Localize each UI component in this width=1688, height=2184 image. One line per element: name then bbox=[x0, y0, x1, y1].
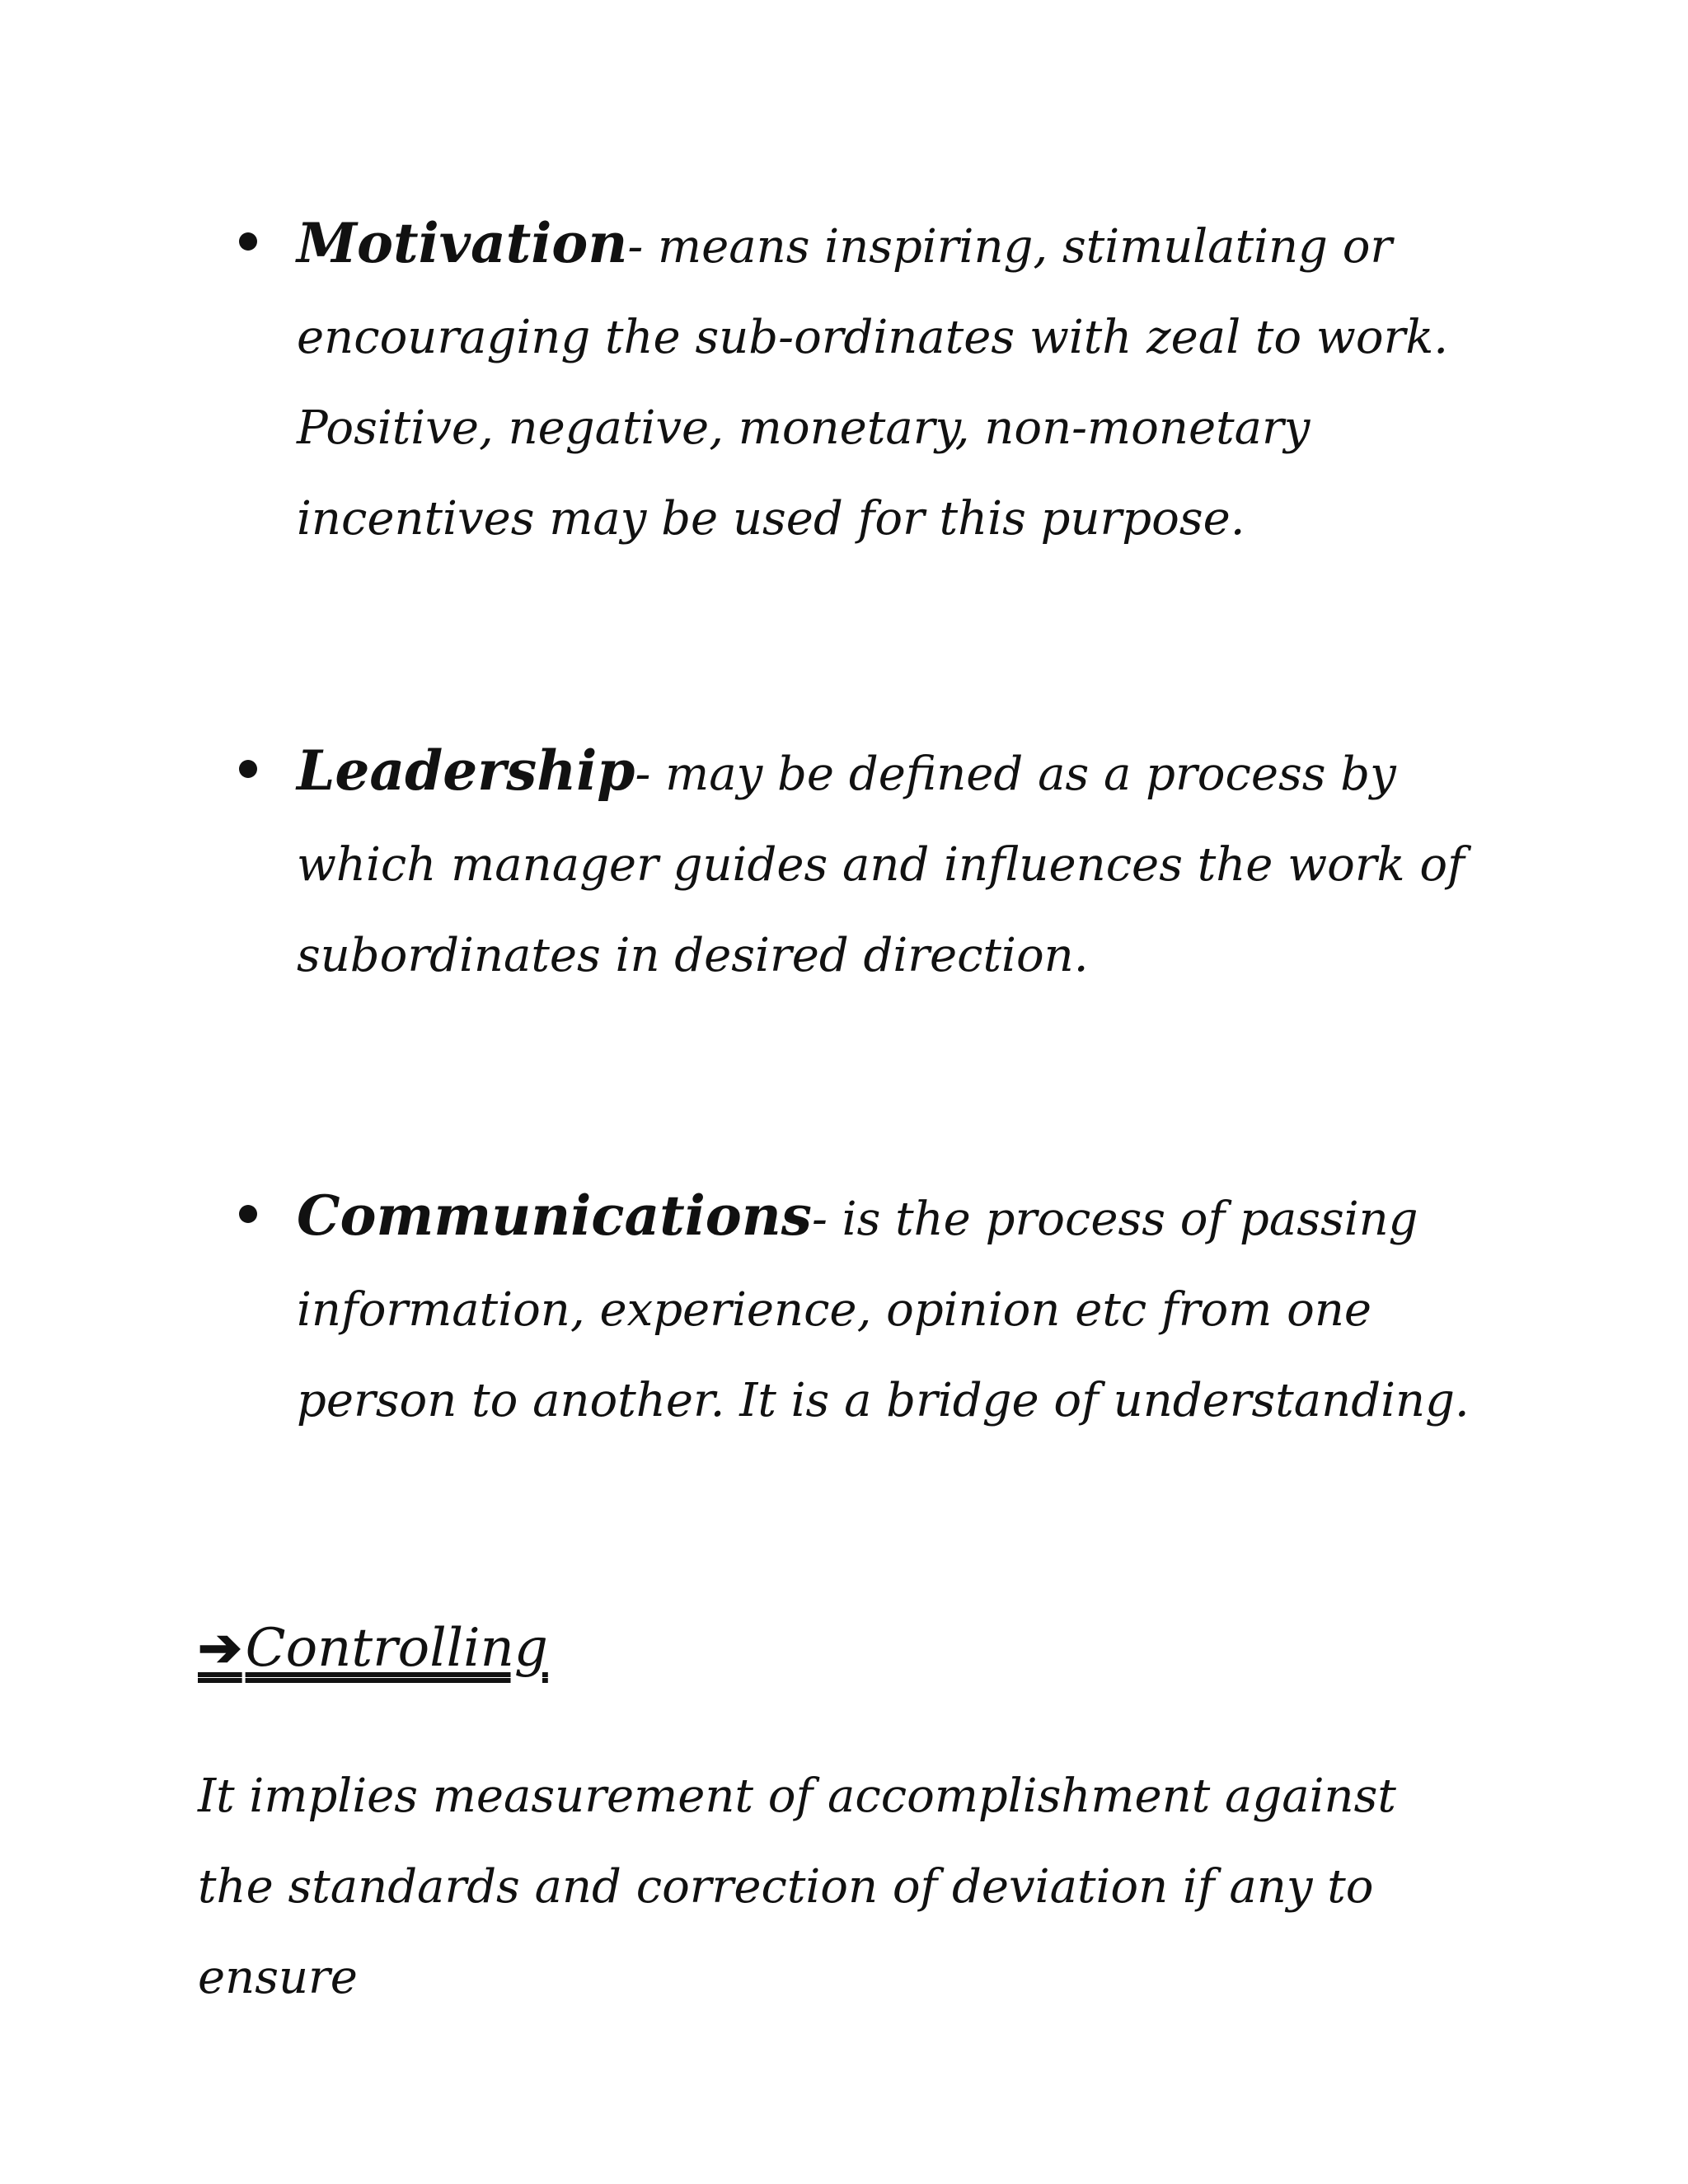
bullet-dot-icon bbox=[239, 1205, 257, 1223]
heading-text: Controlling bbox=[245, 1618, 548, 1679]
term-leadership: Leadership bbox=[297, 738, 635, 803]
bullet-dot-icon bbox=[239, 760, 257, 778]
bullet-item-leadership bbox=[239, 725, 1475, 1001]
term-communications: Communications bbox=[297, 1183, 812, 1248]
term-motivation: Motivation bbox=[297, 211, 628, 275]
bullet-item-communications bbox=[239, 1170, 1475, 1446]
definition-communications: - is the process of passing information, experience, opinion etc from one person to another. It is a bridge of understanding. bbox=[297, 1193, 1470, 1427]
bullet-item-motivation bbox=[239, 198, 1475, 565]
bullet-dot-icon bbox=[239, 232, 257, 251]
controlling-paragraph: It implies measurement of accomplishment against the standards and correction of deviation if any to ensure bbox=[198, 1769, 1396, 2004]
bullet-text bbox=[297, 198, 1475, 565]
arrow-right-icon: ➔ bbox=[198, 1617, 242, 1679]
definition-leadership: - may be defined as a process by which manager guides and influences the work of subordinates in desired direction. bbox=[297, 748, 1465, 982]
bullet-text bbox=[297, 725, 1475, 1001]
section-heading-controlling bbox=[198, 1615, 548, 1681]
definition-motivation: - means inspiring, stimulating or encouraging the sub-ordinates with zeal to work. Positive, negative, monetary, non-monetary incentives may be used for this purpose. bbox=[297, 220, 1449, 546]
bullet-text bbox=[297, 1170, 1475, 1446]
